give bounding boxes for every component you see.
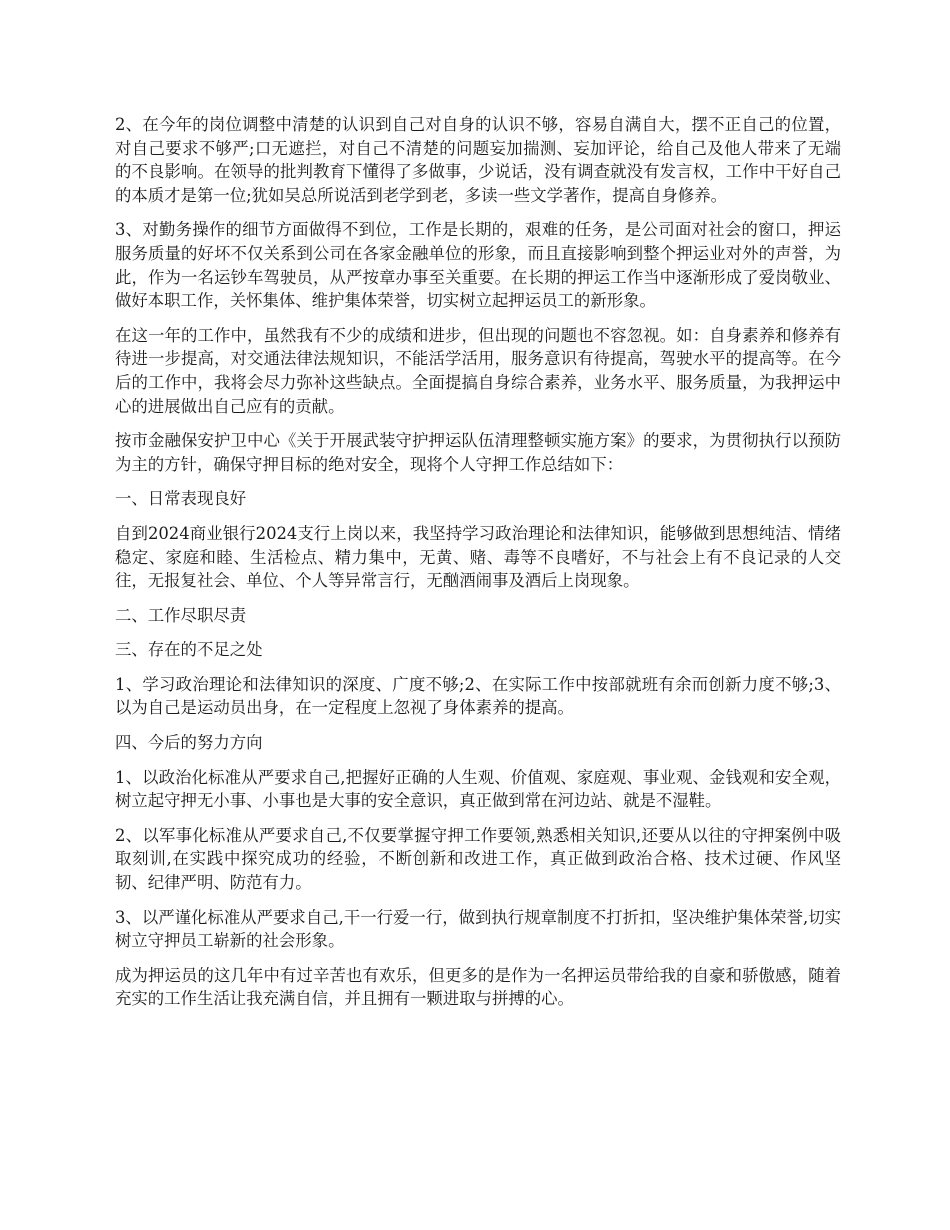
paragraph-intro: 按市金融保安护卫中心《关于开展武装守护押运队伍清理整顿实施方案》的要求，为贯彻执行以预防为主的方针，确保守押目标的绝对安全，现将个人守押工作总结如下： xyxy=(115,431,841,474)
paragraph-direction-3: 3、以严谨化标准从严要求自己,干一行爱一行，做到执行规章制度不打折扣，坚决维护集体荣誉,切实树立守押员工崭新的社会形象。 xyxy=(115,907,841,951)
paragraph-direction-1: 1、以政治化标准从严要求自己,把握好正确的人生观、价值观、家庭观、事业观、金钱观和安全观，树立起守押无小事、小事也是大事的安全意识，真正做到常在河边站、就是不湿鞋。 xyxy=(115,767,841,811)
paragraph-operation-details: 3、对勤务操作的细节方面做得不到位，工作是长期的，艰难的任务，是公司面对社会的窗口，押运服务质量的好坏不仅关系到公司在各家金融单位的形象，而且直接影响到整个押运业对外的声誉，为此，作为一名运钞车驾驶员，从严按章办事至关重要。在长期的押运工作当中逐渐形成了爱岗敬业、做好本职工作，关怀集体、维护集体荣誉，切实树立起押运员工的新形象。 xyxy=(115,220,841,311)
document-page xyxy=(115,113,841,1022)
section-heading-1: 一、日常表现良好 xyxy=(115,489,247,509)
paragraph-duty-reflection: 2、在今年的岗位调整中清楚的认识到自己对自身的认识不够，容易自满自大，摆不正自己的位置，对自己要求不够严;口无遮拦，对自己不清楚的问题妄加揣测、妄加评论，给自己及他人带来了无端的不良影响。在领导的批判教育下懂得了多做事，少说话，没有调查就没有发言权，工作中干好自己的本质才是第一位;犹如吴总所说活到老学到老，多读一些文学著作，提高自身修养。 xyxy=(115,115,841,205)
paragraph-daily-performance: 自到2024商业银行2024支行上岗以来，我坚持学习政治理论和法律知识，能够做到思想纯洁、情绪稳定、家庭和睦、生活检点、精力集中，无黄、赌、毒等不良嗜好，不与社会上有不良记录的人交往，无报复社会、单位、个人等异常言行，无酗酒闹事及酒后上岗现象。 xyxy=(115,523,841,591)
section-heading-3: 三、存在的不足之处 xyxy=(115,640,263,660)
paragraph-direction-2: 2、以军事化标准从严要求自己,不仅要掌握守押工作要领,熟悉相关知识,还要从以往的守押案例中吸取刻训,在实践中探究成功的经验，不断创新和改进工作，真正做到政治合格、技术过硬、作风坚韧、纪律严明、防范有力。 xyxy=(115,825,841,893)
paragraph-conclusion: 成为押运员的这几年中有过辛苦也有欢乐，但更多的是作为一名押运员带给我的自豪和骄傲感，随着充实的工作生活让我充满自信，并且拥有一颗进取与拼搏的心。 xyxy=(115,965,841,1009)
section-heading-2: 二、工作尽职尽责 xyxy=(115,605,247,625)
section-heading-4: 四、今后的努力方向 xyxy=(115,733,263,753)
paragraph-year-summary: 在这一年的工作中，虽然我有不少的成绩和进步，但出现的问题也不容忽视。如：自身素养和修养有待进一步提高，对交通法律法规知识，不能活学活用，服务意识有待提高，驾驶水平的提高等。在今后的工作中，我将会尽力弥补这些缺点。全面提搞自身综合素养，业务水平、服务质量，为我押运中心的进展做出自己应有的贡献。 xyxy=(115,325,841,416)
paragraph-shortcomings: 1、学习政治理论和法律知识的深度、广度不够;2、在实际工作中按部就班有余而创新力度不够;3、以为自己是运动员出身，在一定程度上忽视了身体素养的提高。 xyxy=(115,674,841,718)
